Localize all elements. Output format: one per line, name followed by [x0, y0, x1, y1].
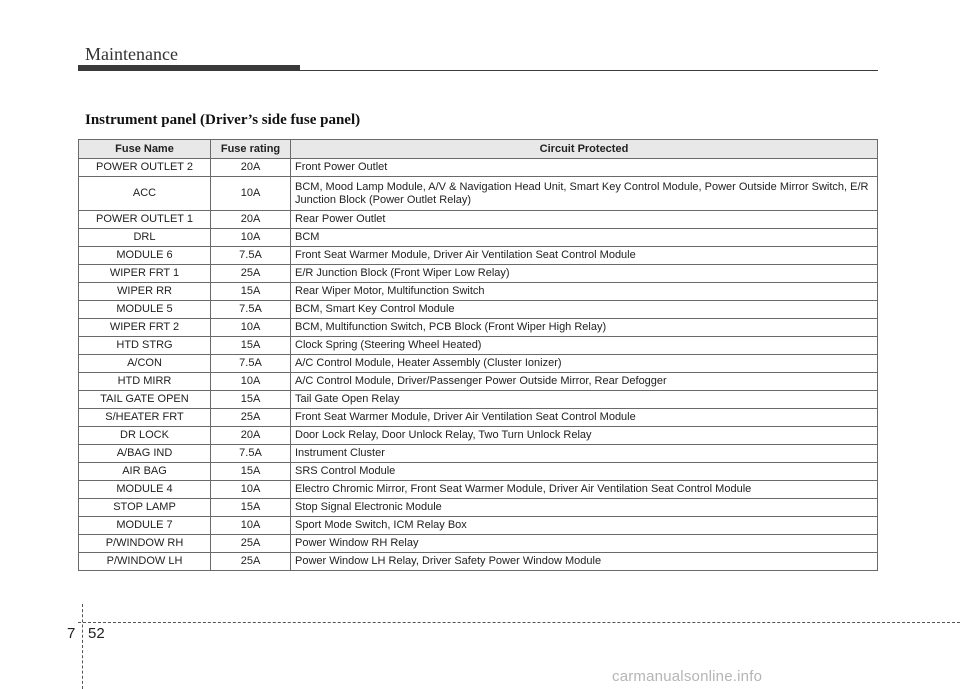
column-header-fuse-name: Fuse Name	[79, 140, 211, 159]
circuit-protected-cell: Rear Wiper Motor, Multifunction Switch	[291, 283, 878, 301]
circuit-protected-cell: Sport Mode Switch, ICM Relay Box	[291, 517, 878, 535]
table-row	[79, 481, 878, 499]
column-header-fuse-rating: Fuse rating	[211, 140, 291, 159]
fuse-rating-cell: 10A	[211, 229, 291, 247]
fuse-rating-cell: 15A	[211, 337, 291, 355]
table-row	[79, 463, 878, 481]
table-row	[79, 229, 878, 247]
table-row	[79, 517, 878, 535]
circuit-protected-cell: SRS Control Module	[291, 463, 878, 481]
fuse-name-cell: A/BAG IND	[79, 445, 211, 463]
circuit-protected-cell: Front Power Outlet	[291, 159, 878, 177]
fuse-name-cell: A/CON	[79, 355, 211, 373]
column-header-circuit-protected: Circuit Protected	[291, 140, 878, 159]
circuit-protected-cell: Front Seat Warmer Module, Driver Air Ventilation Seat Control Module	[291, 409, 878, 427]
circuit-protected-cell: Power Window LH Relay, Driver Safety Power Window Module	[291, 553, 878, 571]
table-row	[79, 337, 878, 355]
watermark[interactable]: carmanualsonline.info	[612, 668, 763, 685]
circuit-protected-cell: BCM, Mood Lamp Module, A/V & Navigation Head Unit, Smart Key Control Module, Power Outside Mirror Switch, E/R Junction Block (Power Outlet Relay)	[291, 177, 878, 211]
fuse-rating-cell: 20A	[211, 427, 291, 445]
fuse-name-cell: P/WINDOW LH	[79, 553, 211, 571]
table-row	[79, 283, 878, 301]
chapter-number: 7	[67, 625, 76, 642]
fuse-table	[78, 139, 878, 571]
table-row	[79, 247, 878, 265]
table-row	[79, 177, 878, 211]
table-row	[79, 499, 878, 517]
fuse-name-cell: HTD MIRR	[79, 373, 211, 391]
table-row	[79, 265, 878, 283]
footer-rule	[78, 622, 960, 623]
circuit-protected-cell: Instrument Cluster	[291, 445, 878, 463]
circuit-protected-cell: BCM, Smart Key Control Module	[291, 301, 878, 319]
circuit-protected-cell: BCM, Multifunction Switch, PCB Block (Front Wiper High Relay)	[291, 319, 878, 337]
fuse-rating-cell: 7.5A	[211, 247, 291, 265]
fuse-name-cell: WIPER FRT 1	[79, 265, 211, 283]
table-row	[79, 211, 878, 229]
fuse-name-cell: ACC	[79, 177, 211, 211]
fuse-rating-cell: 10A	[211, 177, 291, 211]
fuse-name-cell: WIPER FRT 2	[79, 319, 211, 337]
fuse-rating-cell: 7.5A	[211, 355, 291, 373]
fuse-rating-cell: 7.5A	[211, 301, 291, 319]
table-row	[79, 373, 878, 391]
table-row	[79, 427, 878, 445]
fuse-name-cell: POWER OUTLET 2	[79, 159, 211, 177]
fuse-table-body	[79, 159, 878, 571]
circuit-protected-cell: Tail Gate Open Relay	[291, 391, 878, 409]
table-row	[79, 445, 878, 463]
header-rule-thin	[300, 70, 878, 71]
circuit-protected-cell: A/C Control Module, Heater Assembly (Cluster Ionizer)	[291, 355, 878, 373]
table-row	[79, 535, 878, 553]
circuit-protected-cell: Rear Power Outlet	[291, 211, 878, 229]
fuse-name-cell: STOP LAMP	[79, 499, 211, 517]
fuse-name-cell: MODULE 4	[79, 481, 211, 499]
fuse-rating-cell: 7.5A	[211, 445, 291, 463]
fuse-name-cell: POWER OUTLET 1	[79, 211, 211, 229]
fuse-name-cell: P/WINDOW RH	[79, 535, 211, 553]
circuit-protected-cell: E/R Junction Block (Front Wiper Low Relay)	[291, 265, 878, 283]
fuse-name-cell: AIR BAG	[79, 463, 211, 481]
fuse-name-cell: DR LOCK	[79, 427, 211, 445]
table-row	[79, 409, 878, 427]
header-rule-thick	[78, 65, 300, 71]
section-title: Instrument panel (Driver’s side fuse panel)	[85, 112, 361, 128]
circuit-protected-cell: Door Lock Relay, Door Unlock Relay, Two Turn Unlock Relay	[291, 427, 878, 445]
fuse-name-cell: MODULE 7	[79, 517, 211, 535]
fuse-name-cell: WIPER RR	[79, 283, 211, 301]
table-header-row	[79, 140, 878, 159]
fuse-rating-cell: 15A	[211, 463, 291, 481]
fuse-name-cell: MODULE 5	[79, 301, 211, 319]
header-title: Maintenance	[85, 44, 178, 64]
circuit-protected-cell: Front Seat Warmer Module, Driver Air Ventilation Seat Control Module	[291, 247, 878, 265]
table-row	[79, 159, 878, 177]
fuse-rating-cell: 20A	[211, 211, 291, 229]
fuse-rating-cell: 10A	[211, 481, 291, 499]
fuse-rating-cell: 10A	[211, 517, 291, 535]
fuse-name-cell: HTD STRG	[79, 337, 211, 355]
table-row	[79, 391, 878, 409]
table-row	[79, 355, 878, 373]
fuse-rating-cell: 25A	[211, 535, 291, 553]
fuse-rating-cell: 25A	[211, 265, 291, 283]
fuse-rating-cell: 15A	[211, 391, 291, 409]
footer-divider	[82, 604, 83, 689]
fuse-name-cell: S/HEATER FRT	[79, 409, 211, 427]
table-row	[79, 319, 878, 337]
circuit-protected-cell: Power Window RH Relay	[291, 535, 878, 553]
fuse-name-cell: DRL	[79, 229, 211, 247]
table-row	[79, 301, 878, 319]
fuse-rating-cell: 15A	[211, 283, 291, 301]
table-row	[79, 553, 878, 571]
fuse-rating-cell: 20A	[211, 159, 291, 177]
fuse-rating-cell: 25A	[211, 409, 291, 427]
circuit-protected-cell: Electro Chromic Mirror, Front Seat Warmer Module, Driver Air Ventilation Seat Control Module	[291, 481, 878, 499]
fuse-rating-cell: 10A	[211, 373, 291, 391]
fuse-rating-cell: 15A	[211, 499, 291, 517]
fuse-rating-cell: 25A	[211, 553, 291, 571]
circuit-protected-cell: Clock Spring (Steering Wheel Heated)	[291, 337, 878, 355]
page-number: 52	[88, 625, 105, 642]
circuit-protected-cell: A/C Control Module, Driver/Passenger Power Outside Mirror, Rear Defogger	[291, 373, 878, 391]
circuit-protected-cell: BCM	[291, 229, 878, 247]
circuit-protected-cell: Stop Signal Electronic Module	[291, 499, 878, 517]
fuse-rating-cell: 10A	[211, 319, 291, 337]
fuse-name-cell: TAIL GATE OPEN	[79, 391, 211, 409]
fuse-name-cell: MODULE 6	[79, 247, 211, 265]
